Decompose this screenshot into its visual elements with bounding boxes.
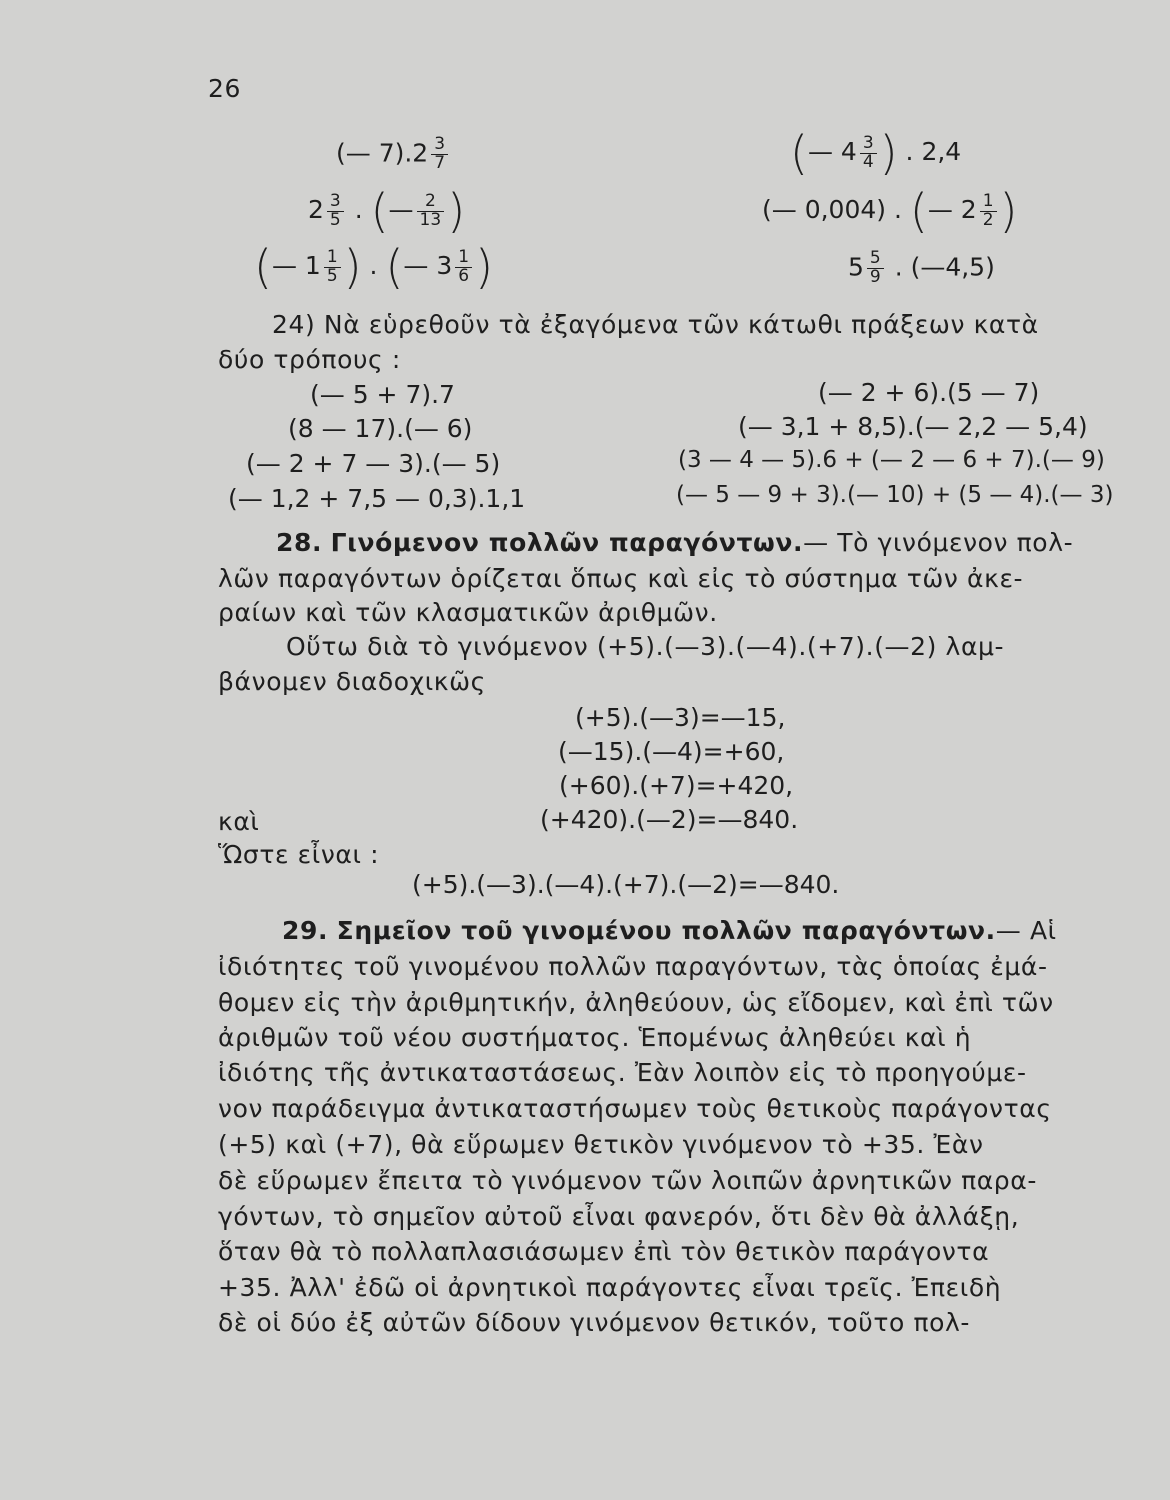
sec29-number: 29.	[282, 916, 329, 945]
sec29-text-9: ὅταν θὰ τὸ πολλαπλασιάσωμεν ἐπὶ τὸν θετικὸν παράγοντα	[218, 1237, 990, 1266]
exercise-right-3: 5 $\frac{5}{9}$ . (—4,5)	[848, 248, 995, 287]
ex24-right-1: (— 2 + 6).(5 — 7)	[818, 378, 1040, 407]
sec28-text-0: — Τὸ γινόμενον πολ-	[803, 528, 1074, 557]
sec28-step-2: (—15).(—4)=+60,	[558, 737, 785, 766]
fraction: $\frac{1}{5}$	[324, 249, 341, 286]
fraction: $\frac{3}{4}$	[860, 135, 877, 172]
sec28-kai: καὶ	[218, 807, 260, 836]
exercise-left-1	[336, 136, 451, 173]
sec29-heading-line	[282, 916, 1057, 945]
sec29-text-3: ἀριθμῶν τοῦ νέου συστήματος. Ἑπομένως ἀληθεύει καὶ ἡ	[218, 1023, 972, 1052]
sec28-text-2: ραίων καὶ τῶν κλασματικῶν ἀριθμῶν.	[218, 598, 718, 627]
sec28-step-3: (+60).(+7)=+420,	[559, 771, 794, 800]
ex24-left-1: (— 5 + 7).7	[310, 380, 455, 409]
sec29-text-11: δὲ οἱ δύο ἐξ αὐτῶν δίδουν γινόμενον θετικόν, τοῦτο πολ-	[218, 1308, 971, 1337]
ex24-right-4: (— 5 — 9 + 3).(— 10) + (5 — 4).(— 3)	[676, 482, 1114, 508]
sec29-text-10: +35. Ἀλλ' ἐδῶ οἱ ἀρνητικοὶ παράγοντες εἶναι τρεῖς. Ἐπειδὴ	[218, 1273, 1002, 1302]
page-number: 26	[208, 74, 242, 103]
sec28-text-1: λῶν παραγόντων ὁρίζεται ὅπως καὶ εἰς τὸ σύστημα τῶν ἀκε-	[218, 564, 1024, 593]
fraction: $\frac{5}{9}$	[867, 250, 884, 287]
ex24-line1: 24) Νὰ εὑρεθοῦν τὰ ἐξαγόμενα τῶν κάτωθι πράξεων κατὰ	[272, 310, 1039, 339]
exercise-right-1: (— 4 $\frac{3}{4}$ ) . 2,4	[790, 126, 962, 180]
sec28-title: Γινόμενον πολλῶν παραγόντων.	[330, 528, 804, 557]
sec29-text-2: θομεν εἰς τὴν ἀριθμητικήν, ἀληθεύουν, ὡς εἴδομεν, καὶ ἐπὶ τῶν	[218, 988, 1054, 1017]
exercise-left-2: 2 $\frac{3}{5}$ . (— $\frac{2}{13}$ )	[308, 184, 466, 238]
fraction: $\frac{2}{13}$	[417, 193, 445, 230]
fraction: $\frac{1}{2}$	[980, 193, 997, 230]
sec29-text-5: νον παράδειγμα ἀντικαταστήσωμεν τοὺς θετικοὺς παράγοντας	[218, 1094, 1052, 1123]
fraction: $\frac{1}{6}$	[455, 249, 472, 286]
exercise-right-2: (— 0,004) . (— 2 $\frac{1}{2}$ )	[762, 184, 1018, 238]
sec28-number: 28.	[276, 528, 323, 557]
sec29-title: Σημεῖον τοῦ γινομένου πολλῶν παραγόντων.	[336, 916, 996, 945]
fraction: $\frac{3}{7}$	[431, 136, 448, 173]
sec29-text-1: ἰδιότητες τοῦ γινομένου πολλῶν παραγόντων, τὰς ὁποίας ἐμά-	[218, 952, 1048, 981]
sec28-text-4: βάνομεν διαδοχικῶς	[218, 667, 486, 696]
expr-text: (— 7).2	[336, 138, 429, 168]
sec29-text-0: — Αἱ	[995, 916, 1057, 945]
ex24-right-2: (— 3,1 + 8,5).(— 2,2 — 5,4)	[738, 412, 1088, 441]
sec28-result: (+5).(—3).(—4).(+7).(—2)=—840.	[412, 870, 840, 899]
ex24-left-4: (— 1,2 + 7,5 — 0,3).1,1	[228, 484, 526, 513]
sec29-text-4: ἰδιότης τῆς ἀντικαταστάσεως. Ἐὰν λοιπὸν εἰς τὸ προηγούμε-	[218, 1058, 1027, 1087]
sec28-oste: Ὥστε εἶναι :	[218, 840, 380, 869]
ex24-right-3: (3 — 4 — 5).6 + (— 2 — 6 + 7).(— 9)	[678, 447, 1105, 473]
fraction: $\frac{3}{5}$	[327, 193, 344, 230]
ex24-left-3: (— 2 + 7 — 3).(— 5)	[246, 449, 501, 478]
sec28-heading-line	[276, 528, 1073, 557]
ex24-left-2: (8 — 17).(— 6)	[288, 414, 473, 443]
sec29-text-7: δὲ εὕρωμεν ἔπειτα τὸ γινόμενον τῶν λοιπῶν ἀρνητικῶν παρα-	[218, 1166, 1037, 1195]
sec28-step-1: (+5).(—3)=—15,	[575, 703, 786, 732]
sec29-text-6: (+5) καὶ (+7), θὰ εὕρωμεν θετικὸν γινόμενον τὸ +35. Ἐὰν	[218, 1130, 984, 1159]
sec28-text-3: Οὕτω διὰ τὸ γινόμενον (+5).(—3).(—4).(+7).(—2) λαμ-	[286, 632, 1005, 661]
sec28-step-4: (+420).(—2)=—840.	[540, 805, 799, 834]
sec29-text-8: γόντων, τὸ σημεῖον αὐτοῦ εἶναι φανερόν, ὅτι δὲν θὰ ἀλλάξῃ,	[218, 1202, 1020, 1231]
ex24-line2: δύο τρόπους :	[218, 345, 401, 374]
exercise-left-3: (— 1 $\frac{1}{5}$ ) . (— 3 $\frac{1}{6}$ )	[254, 240, 494, 294]
